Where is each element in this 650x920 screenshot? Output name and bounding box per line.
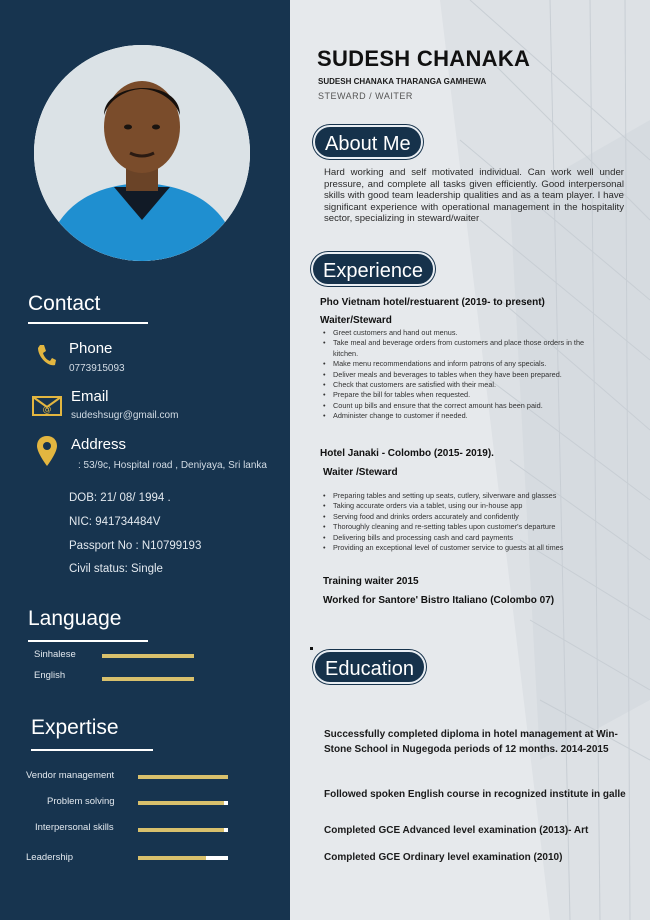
education-heading: Education [313,650,426,684]
expertise-label: Interpersonal skills [35,822,114,833]
about-text: Hard working and self motivated individual. Can work well under pressure, and complete all tasks given efficiently. Good interpersonal skills with good team leadership qualities and as a team player. I have significant experience with operational management in the hospitality sector, specializing in steward/waiter [324,167,624,225]
list-item: • Take meal and beverage orders from customers and place those orders in the kitchen. [323,338,608,359]
expertise-heading: Expertise [31,716,119,739]
job-place: Pho Vietnam hotel/restuarent (2019- to present) [320,297,545,308]
expertise-label: Leadership [26,852,74,863]
experience-heading: Experience [311,252,435,286]
language-level-bar [102,677,194,681]
phone-icon [36,343,56,374]
profile-photo [34,45,250,261]
language-divider [28,640,148,642]
contact-divider [28,322,148,324]
location-pin-icon [37,436,57,471]
expertise-label: Vendor management [26,770,115,781]
list-item: • Check that customers are satisfied with their meal. [323,380,608,390]
list-item: • Providing an exceptional level of customer service to guests at all times [323,543,608,553]
job-duties-list [323,491,608,553]
training-title: Training waiter 2015 [323,576,419,587]
education-item: Completed GCE Advanced level examination (2013)- Art [324,825,589,836]
stray-dot [310,647,313,650]
svg-text:@: @ [42,405,52,415]
civil-status-text: Civil status: Single [69,563,163,575]
expertise-level-bar [138,856,228,860]
about-heading: About Me [313,125,423,159]
expertise-level-bar [138,801,228,805]
list-item: • Prepare the bill for tables when requested. [323,390,608,400]
dob-text: DOB: 21/ 08/ 1994 . [69,492,171,504]
expertise-level-bar [138,775,228,779]
list-item: • Serving food and drinks orders accurately and confidently [323,512,608,522]
list-item: • Count up bills and ensure that the correct amount has been paid. [323,401,608,411]
email-icon [32,396,62,421]
list-item: • Make menu recommendations and inform patrons of any specials. [323,359,608,369]
sidebar [0,0,290,920]
contact-heading: Contact [28,292,101,315]
language-label: Sinhalese [34,649,76,660]
language-heading: Language [28,607,122,630]
nic-text: NIC: 941734484V [69,516,161,528]
email-label: Email [71,388,109,405]
email-value: sudeshsugr@gmail.com [71,410,179,421]
candidate-full-name: SUDESH CHANAKA THARANGA GAMHEWA [318,77,487,86]
expertise-level-bar [138,828,228,832]
language-level-bar [102,654,194,658]
address-label: Address [71,436,127,453]
expertise-label: Problem solving [47,796,115,807]
list-item: • Greet customers and hand out menus. [323,328,608,338]
job-position: Waiter /Steward [323,467,398,478]
candidate-name: SUDESH CHANAKA [317,46,531,71]
passport-text: Passport No : N10799193 [69,540,202,552]
address-value: : 53/9c, Hospital road , Deniyaya, Sri lanka [78,460,267,471]
job-duties-list [323,328,608,422]
training-place: Worked for Santore' Bistro Italiano (Colombo 07) [323,595,555,606]
expertise-divider [31,749,153,751]
list-item: • Deliver meals and beverages to tables when they have been prepared. [323,370,608,380]
job-position: Waiter/Steward [320,315,392,326]
list-item: • Thoroughly cleaning and re-setting tables upon customer's departure [323,522,608,532]
phone-label: Phone [69,340,113,357]
list-item: • Delivering bills and processing cash and card payments [323,533,608,543]
language-label: English [34,670,66,681]
candidate-role: STEWARD / WAITER [318,91,413,101]
list-item: • Taking accurate orders via a tablet, using our in-house app [323,501,608,511]
education-item: Followed spoken English course in recognized institute in galle [324,789,626,800]
list-item: • Administer change to customer if needed. [323,411,608,421]
education-item: Completed GCE Ordinary level examination (2010) [324,852,563,863]
education-item: Successfully completed diploma in hotel management at Win-Stone School in Nugegoda periods of 12 months. 2014-2015 [324,729,618,755]
job-place: Hotel Janaki - Colombo (2015- 2019). [320,448,494,459]
list-item: • Preparing tables and setting up seats, cutlery, silverware and glasses [323,491,608,501]
phone-value: 0773915093 [69,363,125,374]
